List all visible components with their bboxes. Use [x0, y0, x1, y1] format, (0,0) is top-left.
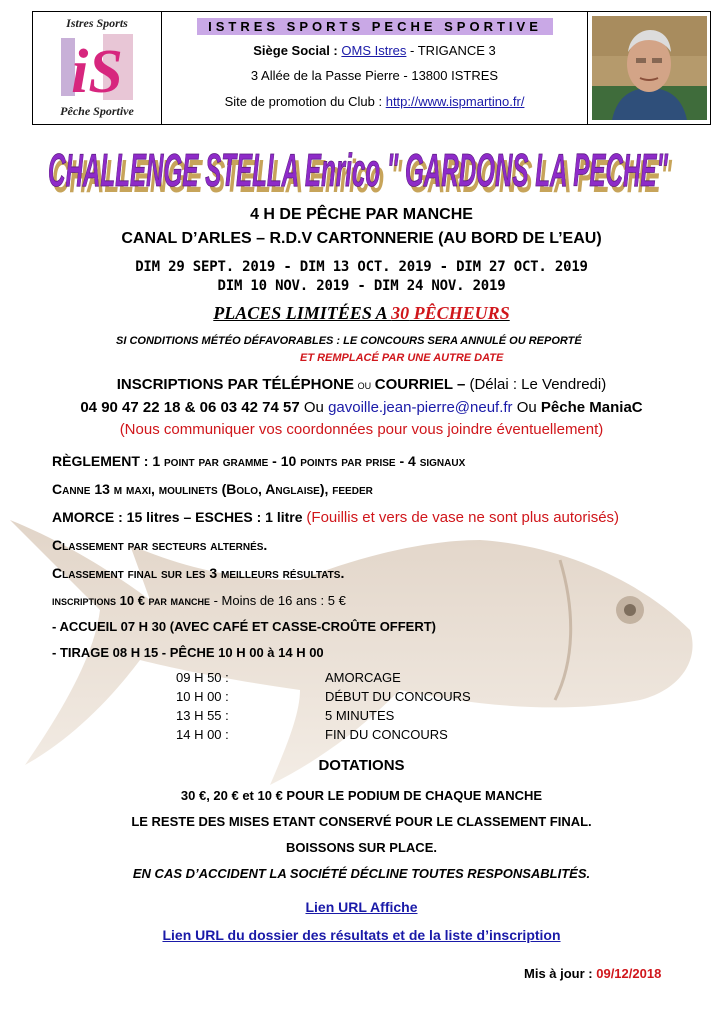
siege-line — [162, 43, 587, 58]
duration-line: 4 H DE PÊCHE PAR MANCHE — [250, 206, 473, 223]
update-date: 09/12/2018 — [596, 966, 662, 981]
reglement-e: - 4 — [395, 453, 420, 469]
logo-fish-icon — [43, 32, 151, 102]
logo-letters: iS — [71, 38, 123, 102]
header-box — [32, 11, 711, 125]
inscriptions-line — [52, 593, 346, 608]
registration-delay: (Délai : Le Vendredi) — [465, 376, 607, 393]
registration-note: (Nous communiquer vos coordonnées pour vous joindre éventuellement) — [119, 421, 604, 438]
schedule-event: 5 MINUTES — [325, 708, 395, 723]
address-line: 3 Allée de la Passe Pierre - 13800 ISTRES — [250, 68, 499, 83]
canne-line: Canne 13 m maxi, moulinets (Bolo, Anglaise), feeder — [52, 481, 373, 497]
registration-title-a: INSCRIPTIONS PAR TÉLÉPHONE — [116, 376, 354, 393]
places-number: 30 — [391, 303, 410, 323]
inscriptions-a: inscriptions 10 € par manche — [52, 593, 210, 608]
reglement-f: signaux — [419, 453, 466, 469]
registration-title-b: COURRIEL – — [374, 376, 466, 393]
dates-line-2: DIM 10 NOV. 2019 - DIM 24 NOV. 2019 — [217, 278, 506, 294]
logo-bottom-text: Pêche Sportive — [60, 104, 134, 118]
or-text-2: Ou — [512, 399, 541, 416]
dates-line-1: DIM 29 SEPT. 2019 - DIM 13 OCT. 2019 - DIM 27 OCT. 2019 — [135, 259, 588, 275]
portrait-image — [592, 16, 707, 120]
schedule-time: 14 H 00 : — [176, 727, 229, 742]
phone-numbers: 04 90 47 22 18 & 06 03 42 74 57 — [80, 399, 300, 416]
or-text-1: Ou — [299, 399, 329, 416]
schedule-event: DÉBUT DU CONCOURS — [325, 689, 471, 704]
prizes-line — [0, 788, 723, 803]
amorce-text: AMORCE : 15 litres – ESCHES : 1 litre — [52, 509, 307, 525]
tirage-line: - TIRAGE 08 H 15 - PÊCHE 10 H 00 à 14 H 00 — [52, 645, 324, 660]
portrait-photo — [587, 12, 711, 124]
email-link[interactable]: gavoille.jean-pierre@neuf.fr — [328, 399, 513, 416]
shop-name: Pêche ManiaC — [540, 399, 643, 416]
schedule-time: 10 H 00 : — [176, 689, 229, 704]
classement-line-2: Classement final sur les 3 meilleurs résultats. — [52, 565, 345, 581]
schedule-time: 13 H 55 : — [176, 708, 229, 723]
schedule-time: 09 H 50 : — [176, 670, 229, 685]
reglement-line — [52, 453, 465, 469]
club-name: ISTRES SPORTS PECHE SPORTIVE — [197, 18, 553, 35]
places-prefix: PLACES LIMITÉES A — [213, 303, 392, 323]
site-label: Site de promotion du Club : — [224, 94, 386, 109]
amorce-line — [52, 509, 619, 526]
weather-line-2: ET REMPLACÉ PAR UNE AUTRE DATE — [300, 352, 504, 364]
boissons-line: BOISSONS SUR PLACE. — [286, 840, 437, 855]
title-shadow: CHALLENGE STELLA Enrico " GARDONS LA PECHE" — [52, 150, 673, 200]
dotations-title: DOTATIONS — [318, 757, 405, 774]
title-text: CHALLENGE STELLA Enrico " GARDONS LA PECHE" — [48, 144, 669, 196]
site-url-link[interactable]: http://www.ispmartino.fr/ — [385, 94, 525, 109]
site-line — [162, 94, 587, 109]
reglement-d: points par prise — [300, 453, 396, 469]
reglement-a: RÈGLEMENT : 1 — [52, 453, 165, 469]
challenge-title — [40, 140, 680, 200]
registration-ou: ou — [354, 377, 375, 392]
siege-rest: - TRIGANCE 3 — [406, 43, 496, 58]
club-logo — [33, 12, 162, 124]
reglement-b: point par gramme — [164, 453, 269, 469]
resultats-link[interactable]: Lien URL du dossier des résultats et de la liste d’inscription — [162, 927, 561, 943]
weather-line-1: SI CONDITIONS MÉTÉO DÉFAVORABLES : LE CONCOURS SERA ANNULÉ OU REPORTÉ — [116, 335, 582, 347]
contact-line — [0, 399, 723, 416]
accident-line: EN CAS D’ACCIDENT LA SOCIÉTÉ DÉCLINE TOUTES RESPONSABLITÉS. — [132, 866, 591, 881]
classement-line-1: Classement par secteurs alternés. — [52, 537, 268, 553]
places-suffix: PÊCHEURS — [409, 303, 510, 323]
reglement-c: - 10 — [268, 453, 301, 469]
prizes-a: 30 €, 20 € et 10 € — [180, 788, 287, 803]
update-line — [524, 966, 661, 981]
schedule-event: AMORCAGE — [325, 670, 401, 685]
places-line — [0, 303, 723, 324]
registration-title — [0, 376, 723, 393]
accueil-line: - ACCUEIL 07 H 30 (AVEC CAFÉ ET CASSE-CROÛTE OFFERT) — [52, 619, 437, 634]
update-label: Mis à jour : — [524, 966, 597, 981]
location-line: CANAL D’ARLES – R.D.V CARTONNERIE (AU BORD DE L’EAU) — [121, 230, 602, 247]
club-info — [162, 12, 587, 124]
prizes-b: POUR LE PODIUM DE CHAQUE MANCHE — [286, 788, 543, 803]
amorce-note: (Fouillis et vers de vase ne sont plus autorisés) — [306, 509, 620, 526]
reste-line: LE RESTE DES MISES ETANT CONSERVÉ POUR LE CLASSEMENT FINAL. — [131, 814, 592, 829]
inscriptions-b: - Moins de 16 ans : 5 € — [209, 593, 346, 608]
resultats-link-row — [0, 927, 723, 943]
siege-label: Siège Social : — [253, 43, 338, 58]
logo-top-text: Istres Sports — [66, 16, 128, 30]
affiche-link-row — [0, 899, 723, 915]
oms-istres-link[interactable]: OMS Istres — [341, 43, 407, 58]
affiche-link[interactable]: Lien URL Affiche — [305, 899, 418, 915]
schedule-event: FIN DU CONCOURS — [325, 727, 448, 742]
